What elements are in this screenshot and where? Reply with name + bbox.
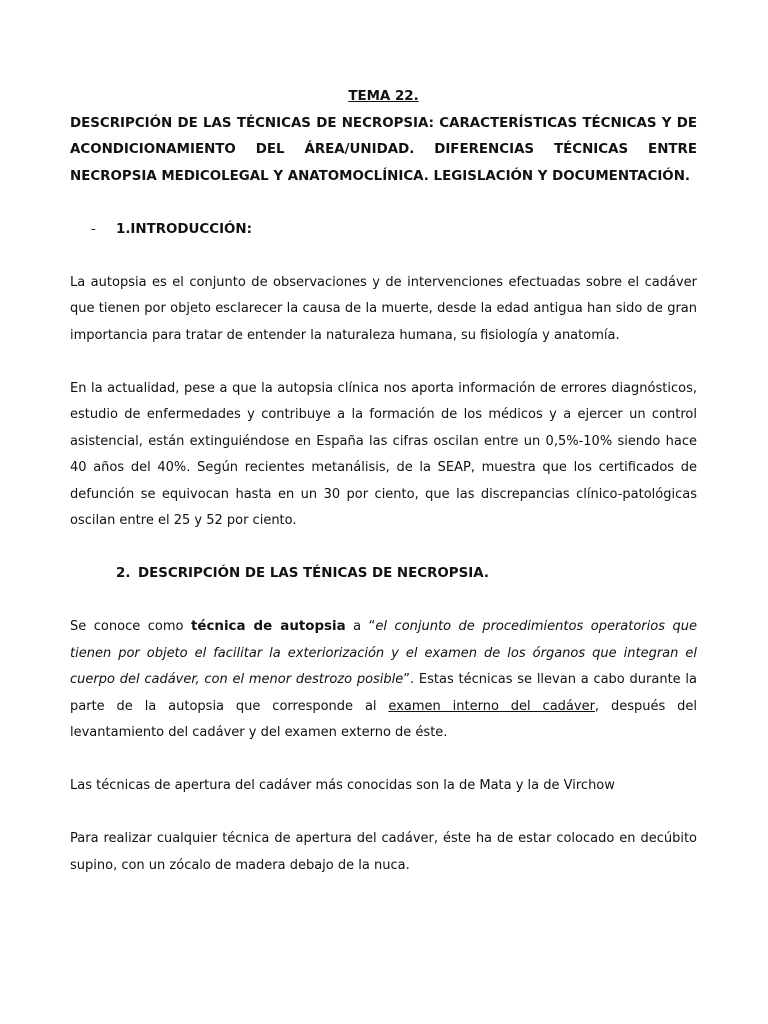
para3-quote: el conjunto de procedimientos operatorios que tienen por objeto el facilitar la exteriorización y el examen de los órganos que integran el cuerpo del cadáver, con el menor destrozo posible [70,619,698,687]
para3-underlined: examen interno del cadáver [388,698,595,714]
paragraph-actualidad: En la actualidad, pese a que la autopsia clínica nos aporta información de errores diagnósticos, estudio de enfermedades y contribuye a la formación de los médicos y a ejercer un control asistencial, están extinguiéndose en España las cifras oscilan entre un 0,5%-10% siendo hace 40 años del 40%. Según recientes metanálisis, de la SEAP, muestra que los certificados de defunción se equivocan hasta en un 30 por ciento, que las discrepancias clínico-patológicas oscilan entre el 25 y 52 por ciento. [70,380,697,528]
document-title: DESCRIPCIÓN DE LAS TÉCNICAS DE NECROPSIA: CARACTERÍSTICAS TÉCNICAS Y DE ACONDICIONAMIENTO DEL ÁREA/UNIDAD. DIFERENCIAS TÉCNICAS ENTRE NECROPSIA MEDICOLEGAL Y ANATOMOCLÍNICA. LEGISLACIÓN Y DOCUMENTACIÓN. [70,115,697,184]
section-1-label: 1.INTRODUCCIÓN: [116,221,252,237]
document-tema: TEMA 22. [348,89,419,104]
document-page [70,84,697,879]
section-2-number: 2. [116,566,131,581]
paragraph-tecnicas-apertura: Las técnicas de apertura del cadáver más conocidas son la de Mata y la de Virchow [70,778,615,793]
para3-connector: a “ [345,619,376,634]
para3-term: técnica de autopsia [190,619,346,634]
para3-ending: , después del levantamiento del cadáver y del examen externo de éste. [70,698,697,740]
section-2-heading [70,561,697,588]
section-1-heading [70,217,697,244]
para3-intro: Se conoce como [70,619,191,634]
para3-after-quote: ”. Estas técnicas se llevan a cabo durante la parte de la autopsia que corresponde al [70,672,698,714]
section-1-bullet: - [91,221,96,237]
section-2-label: DESCRIPCIÓN DE LAS TÉNICAS DE NECROPSIA. [138,566,489,581]
paragraph-tecnica-definicion [70,614,697,747]
paragraph-introduction: La autopsia es el conjunto de observaciones y de intervenciones efectuadas sobre el cadáver que tienen por objeto esclarecer la causa de la muerte, desde la edad antigua han sido de gran importancia para tratar de entender la naturaleza humana, su fisiología y anatomía. [70,274,697,343]
paragraph-decubito: Para realizar cualquier técnica de apertura del cadáver, éste ha de estar colocado en decúbito supino, con un zócalo de madera debajo de la nuca. [70,831,697,873]
